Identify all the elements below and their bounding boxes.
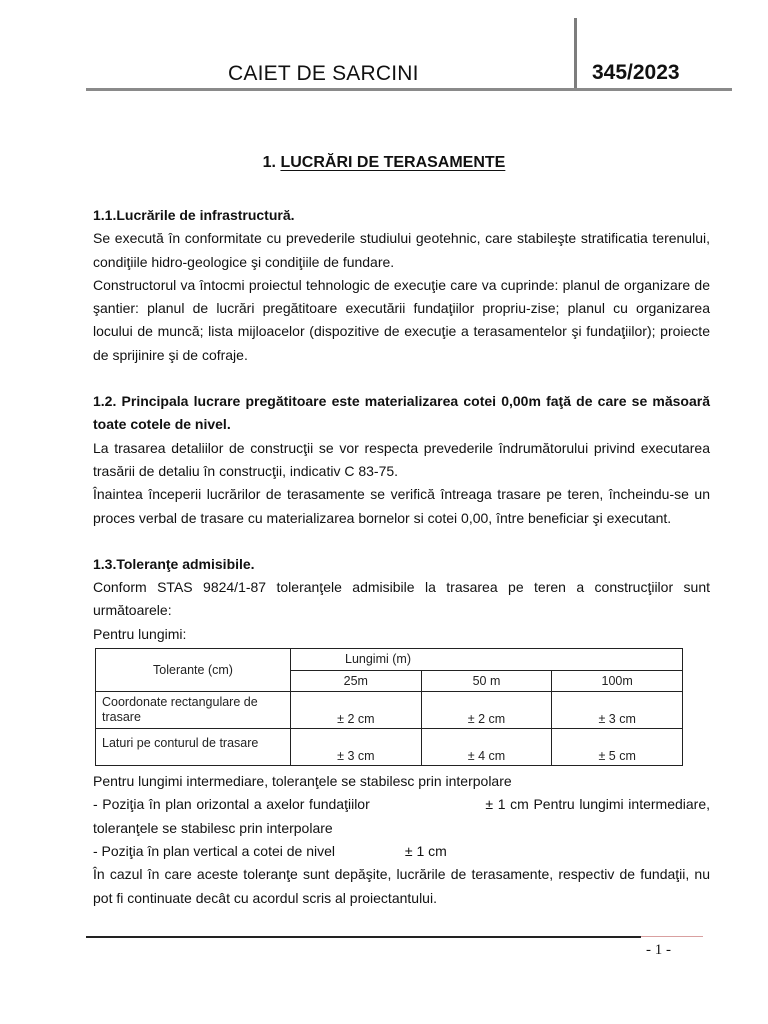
tolerance-table [95,648,683,766]
header-rule [86,88,732,91]
section-1-2-paragraph-2: Înaintea începerii lucrărilor de terasamente se verifică întreaga trasare pe teren, încheindu-se un proces verbal de trasare cu materializarea bornelor si cotei 0,00, între beneficiar şi executant. [93,486,710,526]
table-col-header: 100m [552,671,683,692]
table-cell: ± 4 cm [421,729,552,766]
footer-accent-rule [641,936,703,937]
section-1-3-paragraph-1: Conform STAS 9824/1-87 toleranţele admisibile la trasarea pe teren a construcţiilor sunt următoarele: [93,579,710,619]
section-1-2-heading: 1.2. Principala lucrare pregătitoare este materializarea cotei 0,00m faţă de care se măsoară toate cotele de nivel. [93,393,710,433]
table-row-label: Laturi pe conturul de trasare [96,729,291,766]
table-cell: ± 3 cm [291,729,422,766]
table-col-header: 50 m [421,671,552,692]
section-1-1-paragraph-1: Se execută în conformitate cu prevederile studiului geotehnic, care stabileşte stratificatia terenului, condiţiile hidro-geologice şi condiţiile de fundare. [93,230,710,270]
vertical-position-value: ± 1 cm [404,842,447,859]
table-cell: ± 2 cm [421,692,552,729]
vertical-position-tolerance [93,840,710,863]
table-cell: ± 5 cm [552,729,683,766]
table-row-label: Coordonate rectangulare de trasare [96,692,291,729]
section-1-3-paragraph-2: Pentru lungimi: [93,625,187,642]
section-1-1-heading: 1.1.Lucrările de infrastructură. [93,207,295,223]
table-cell: ± 3 cm [552,692,683,729]
interpolation-note: Pentru lungimi intermediare, toleranţele se stabilesc prin interpolare [93,773,512,790]
section-1-3-heading: 1.3.Toleranţe admisibile. [93,555,255,572]
header-divider [574,18,577,90]
section-1-2-paragraph-1: La trasarea detaliilor de construcţii se vor respecta prevederile îndrumătorului privind executarea trasării de detaliu în construcţii, indicativ C 83-75. [93,439,710,479]
table-cell: ± 2 cm [291,692,422,729]
vertical-position-label: - Poziţia în plan vertical a cotei de nivel [93,842,336,859]
document-title: CAIET DE SARCINI [228,62,419,85]
table-row [96,692,683,729]
footer-rule [86,936,641,938]
table-row [96,729,683,766]
horizontal-position-tolerance: - Poziţia în plan orizontal a axelor fundaţiilor ± 1 cm Pentru lungimi intermediare, toleranţele se stabilesc prin interpolare [93,796,714,836]
page-number: - 1 - [646,942,671,958]
document-body [93,204,714,910]
table-corner-header: Tolerante (cm) [96,649,291,692]
document-number: 345/2023 [592,61,680,84]
section-1-1-paragraph-2: Constructorul va întocmi proiectul tehnologic de execuţie care va cuprinde: planul de organizare de şantier: planul de lucrări pregătitoare executării fundaţiilor propriu-zise; planul cu organizarea locului de muncă; lista mijloacelor (dispozitive de execuţie a terasamentelor şi fundaţiilor); proiecte de sprijinire şi de cofraje. [93,276,710,363]
chapter-heading [0,154,768,172]
table-group-header: Lungimi (m) [291,649,683,671]
chapter-number: 1. [262,154,276,171]
table-col-header: 25m [291,671,422,692]
exceeded-tolerance-note: În cazul în care aceste toleranţe sunt depăşite, lucrările de terasamente, respectiv de fundaţii, nu pot fi continuate decât cu acordul scris al proiectantului. [93,866,710,906]
chapter-title: LUCRĂRI DE TERASAMENTE [280,154,506,171]
